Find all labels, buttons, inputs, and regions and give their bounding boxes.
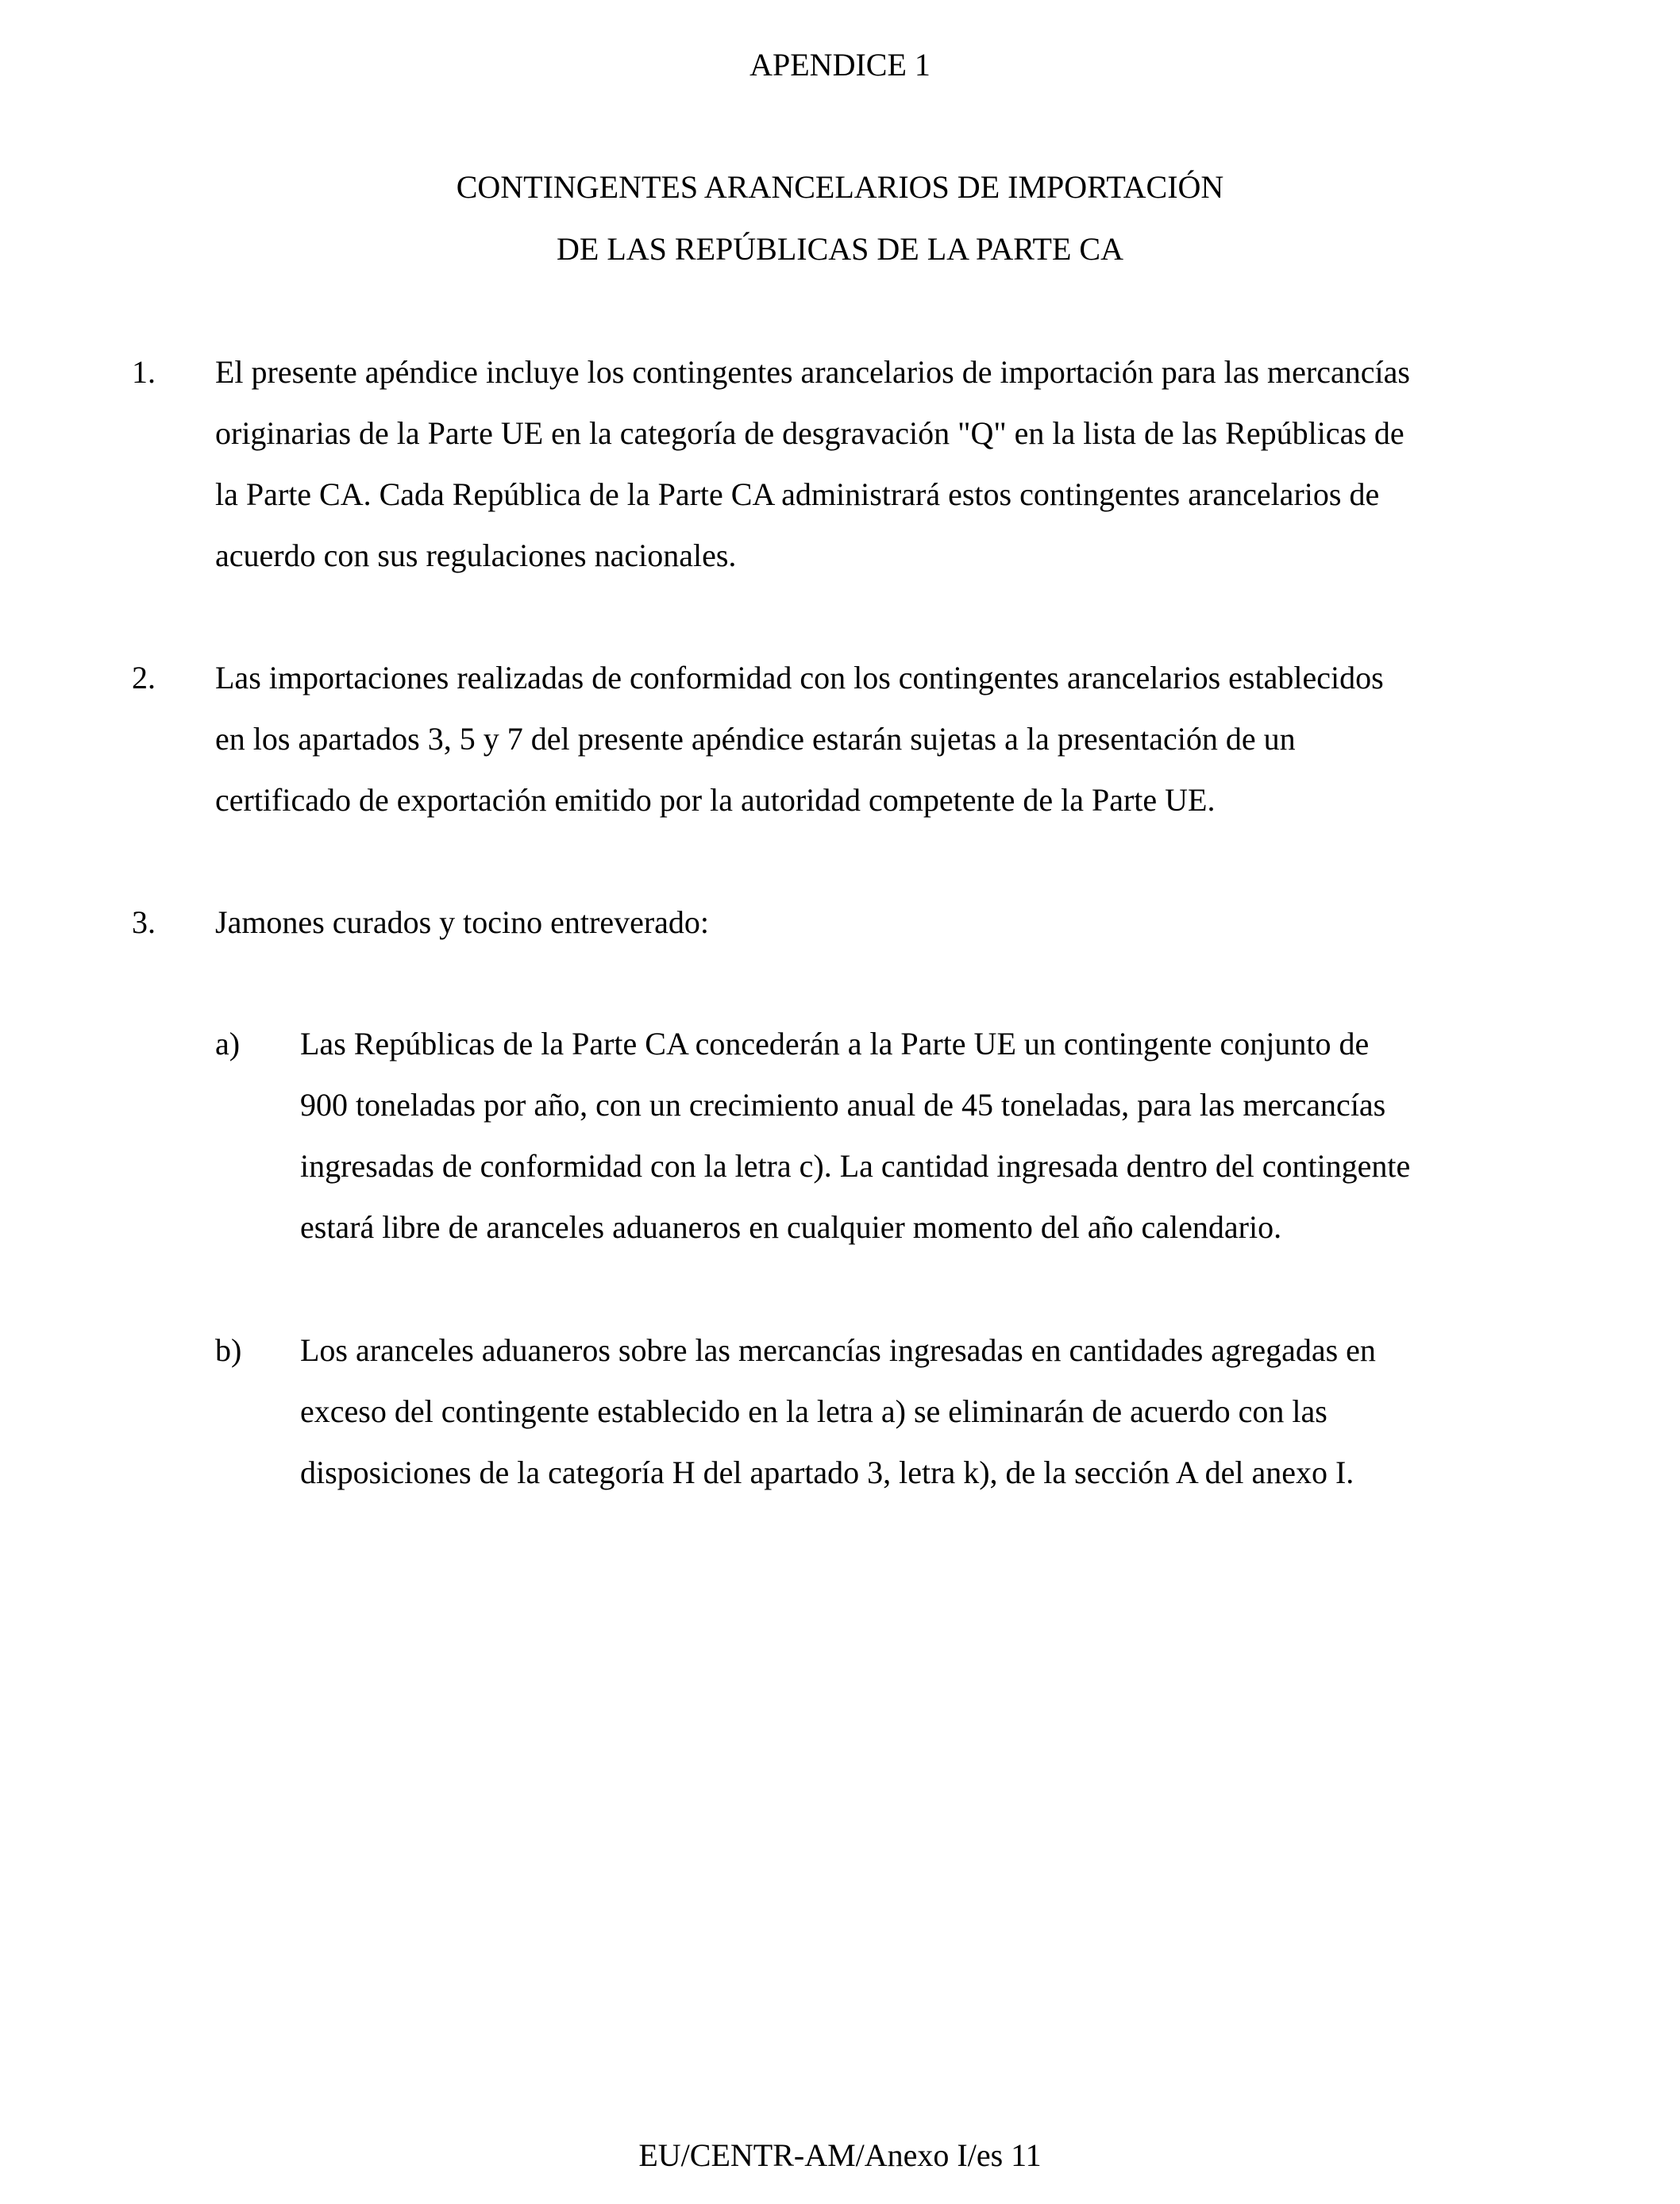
paragraph-1-line-2: originarias de la Parte UE en la categoría de desgravación "Q" en la lista de las Repúblicas de [215,415,1404,451]
heading-line-1: CONTINGENTES ARANCELARIOS DE IMPORTACIÓN [456,169,1224,205]
paragraph-1 [215,341,1557,586]
subparagraph-a [300,1013,1570,1258]
paragraph-1-number: 1. [132,354,156,390]
paragraph-1-line-1: El presente apéndice incluye los contingentes arancelarios de importación para las mercancías [215,354,1410,390]
paragraph-1-line-4: acuerdo con sus regulaciones nacionales. [215,538,737,573]
subparagraph-b-line-2: exceso del contingente establecido en la letra a) se eliminarán de acuerdo con las [300,1393,1327,1429]
subparagraph-a-line-2: 900 toneladas por año, con un crecimiento anual de 45 toneladas, para las mercancías [300,1087,1386,1123]
subparagraph-b [300,1320,1570,1503]
subparagraph-a-line-3: ingresadas de conformidad con la letra c). La cantidad ingresada dentro del contingente [300,1148,1411,1184]
paragraph-2 [215,647,1557,830]
paragraph-2-line-1: Las importaciones realizadas de conformidad con los contingentes arancelarios establecidos [215,660,1384,695]
paragraph-2-line-3: certificado de exportación emitido por la autoridad competente de la Parte UE. [215,782,1216,818]
paragraph-3-number: 3. [132,904,156,940]
page-footer: EU/CENTR-AM/Anexo I/es 11 [638,2137,1042,2173]
subparagraph-b-line-1: Los aranceles aduaneros sobre las mercancías ingresadas en cantidades agregadas en [300,1332,1376,1368]
heading-line-2: DE LAS REPÚBLICAS DE LA PARTE CA [557,231,1123,267]
subparagraph-b-label: b) [215,1332,242,1368]
paragraph-3 [215,892,1557,953]
paragraph-3-line-1: Jamones curados y tocino entreverado: [215,904,710,940]
appendix-title: APENDICE 1 [749,47,931,83]
subparagraph-b-line-3: disposiciones de la categoría H del apartado 3, letra k), de la sección A del anexo I. [300,1455,1354,1490]
subparagraph-a-line-1: Las Repúblicas de la Parte CA concederán a la Parte UE un contingente conjunto de [300,1026,1370,1062]
subparagraph-a-line-4: estará libre de aranceles aduaneros en cualquier momento del año calendario. [300,1209,1282,1245]
subparagraph-a-label: a) [215,1026,241,1062]
paragraph-2-number: 2. [132,660,156,695]
paragraph-1-line-3: la Parte CA. Cada República de la Parte CA administrará estos contingentes arancelarios de [215,476,1380,512]
paragraph-2-line-2: en los apartados 3, 5 y 7 del presente apéndice estarán sujetas a la presentación de un [215,721,1296,757]
